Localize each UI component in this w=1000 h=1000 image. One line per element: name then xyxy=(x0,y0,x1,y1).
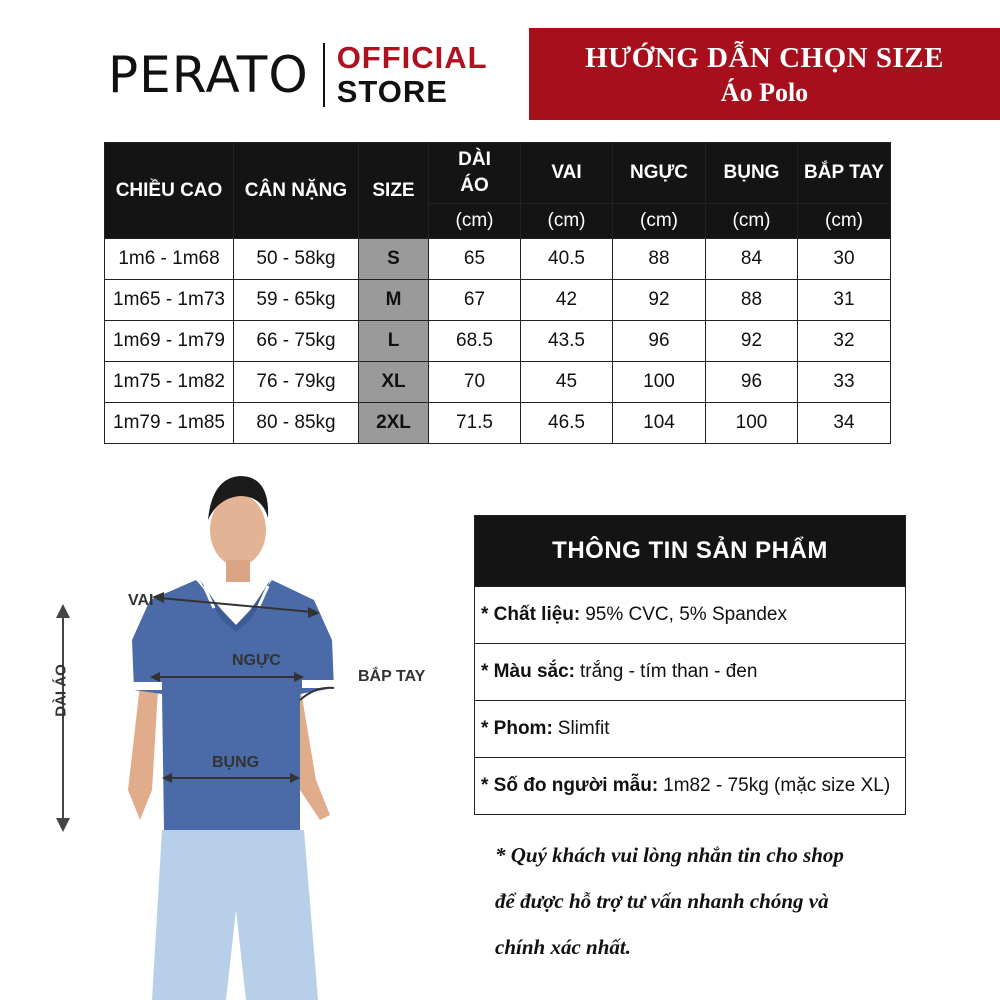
cell-waist: 84 xyxy=(706,239,798,280)
label-waist: BỤNG xyxy=(212,754,260,771)
cell-size: L xyxy=(359,321,429,362)
cell-size: M xyxy=(359,280,429,321)
info-value: Slimfit xyxy=(557,718,610,739)
brand-logo xyxy=(108,40,488,110)
cell-size: 2XL xyxy=(359,403,429,444)
header-weight: CÂN NẶNG xyxy=(234,143,359,239)
cell-length: 68.5 xyxy=(429,321,521,362)
cell-weight: 50 - 58kg xyxy=(234,239,359,280)
contact-note xyxy=(495,832,915,970)
cell-shoulder: 46.5 xyxy=(521,403,613,444)
table-row xyxy=(105,362,891,403)
cell-weight: 59 - 65kg xyxy=(234,280,359,321)
cell-bicep: 33 xyxy=(798,362,891,403)
header-length-text: DÀI ÁO xyxy=(458,149,491,196)
model-neck xyxy=(226,560,250,582)
cell-bicep: 34 xyxy=(798,403,891,444)
length-arrow-down xyxy=(56,818,70,832)
cell-bicep: 30 xyxy=(798,239,891,280)
table-row xyxy=(105,280,891,321)
info-row-model-size xyxy=(475,757,905,814)
product-info-box xyxy=(474,515,906,815)
unit-chest: (cm) xyxy=(613,204,706,239)
model-shorts xyxy=(152,830,318,1000)
cell-shoulder: 45 xyxy=(521,362,613,403)
cell-waist: 96 xyxy=(706,362,798,403)
product-info-title: THÔNG TIN SẢN PHẨM xyxy=(475,516,905,586)
label-bicep: BẮP TAY xyxy=(358,668,426,685)
header-shoulder: VAI xyxy=(521,143,613,204)
table-row xyxy=(105,321,891,362)
cell-height: 1m65 - 1m73 xyxy=(105,280,234,321)
cell-weight: 66 - 75kg xyxy=(234,321,359,362)
info-label: * Màu sắc: xyxy=(481,661,575,682)
cell-size: S xyxy=(359,239,429,280)
cell-length: 65 xyxy=(429,239,521,280)
cell-weight: 80 - 85kg xyxy=(234,403,359,444)
brand-name: PERATO xyxy=(108,46,309,104)
cell-height: 1m75 - 1m82 xyxy=(105,362,234,403)
cell-length: 71.5 xyxy=(429,403,521,444)
cell-waist: 92 xyxy=(706,321,798,362)
header-chest: NGỰC xyxy=(613,143,706,204)
info-label: * Số đo người mẫu: xyxy=(481,775,659,796)
note-line: * Quý khách vui lòng nhắn tin cho shop xyxy=(495,843,844,867)
cell-length: 67 xyxy=(429,280,521,321)
header-bicep: BẮP TAY xyxy=(798,143,891,204)
brand-divider xyxy=(323,43,325,107)
info-label: * Chất liệu: xyxy=(481,604,581,625)
model-illustration xyxy=(0,460,470,1000)
table-header-row xyxy=(105,143,891,204)
cell-chest: 92 xyxy=(613,280,706,321)
header-length xyxy=(429,143,521,204)
info-row-material xyxy=(475,586,905,643)
cell-waist: 88 xyxy=(706,280,798,321)
cell-height: 1m6 - 1m68 xyxy=(105,239,234,280)
header-waist: BỤNG xyxy=(706,143,798,204)
cell-bicep: 32 xyxy=(798,321,891,362)
cell-waist: 100 xyxy=(706,403,798,444)
info-value: trắng - tím than - đen xyxy=(579,661,758,682)
info-label: * Phom: xyxy=(481,718,553,739)
cell-shoulder: 43.5 xyxy=(521,321,613,362)
unit-bicep: (cm) xyxy=(798,204,891,239)
info-row-color xyxy=(475,643,905,700)
table-row xyxy=(105,239,891,280)
cell-size: XL xyxy=(359,362,429,403)
info-row-fit xyxy=(475,700,905,757)
table-row xyxy=(105,403,891,444)
info-value: 95% CVC, 5% Spandex xyxy=(585,604,787,625)
note-line: chính xác nhất. xyxy=(495,935,631,959)
size-guide-subtitle: Áo Polo xyxy=(720,78,809,107)
cell-shoulder: 42 xyxy=(521,280,613,321)
info-value: 1m82 - 75kg (mặc size XL) xyxy=(663,775,891,796)
size-guide-banner xyxy=(529,28,1000,120)
cell-height: 1m69 - 1m79 xyxy=(105,321,234,362)
cell-chest: 96 xyxy=(613,321,706,362)
unit-waist: (cm) xyxy=(706,204,798,239)
header-size: SIZE xyxy=(359,143,429,239)
unit-length: (cm) xyxy=(429,204,521,239)
label-shoulder: VAI xyxy=(128,592,154,609)
header-height: CHIỀU CAO xyxy=(105,143,234,239)
cell-shoulder: 40.5 xyxy=(521,239,613,280)
cell-length: 70 xyxy=(429,362,521,403)
cell-chest: 100 xyxy=(613,362,706,403)
cell-weight: 76 - 79kg xyxy=(234,362,359,403)
brand-store-block xyxy=(337,41,488,109)
size-table xyxy=(104,142,891,444)
cell-chest: 104 xyxy=(613,403,706,444)
label-length: DÀI ÁO xyxy=(52,664,70,717)
cell-chest: 88 xyxy=(613,239,706,280)
label-chest: NGỰC xyxy=(232,652,281,669)
brand-official-text: OFFICIAL xyxy=(336,40,488,75)
size-guide-title: HƯỚNG DẪN CHỌN SIZE xyxy=(585,42,944,74)
cell-bicep: 31 xyxy=(798,280,891,321)
length-arrow-up xyxy=(56,604,70,618)
note-line: để được hỗ trợ tư vấn nhanh chóng và xyxy=(495,889,829,913)
model-left-arm xyxy=(128,685,158,820)
brand-store-text: STORE xyxy=(336,74,448,109)
unit-shoulder: (cm) xyxy=(521,204,613,239)
cell-height: 1m79 - 1m85 xyxy=(105,403,234,444)
model-sleeve-cuff-left xyxy=(132,682,162,690)
